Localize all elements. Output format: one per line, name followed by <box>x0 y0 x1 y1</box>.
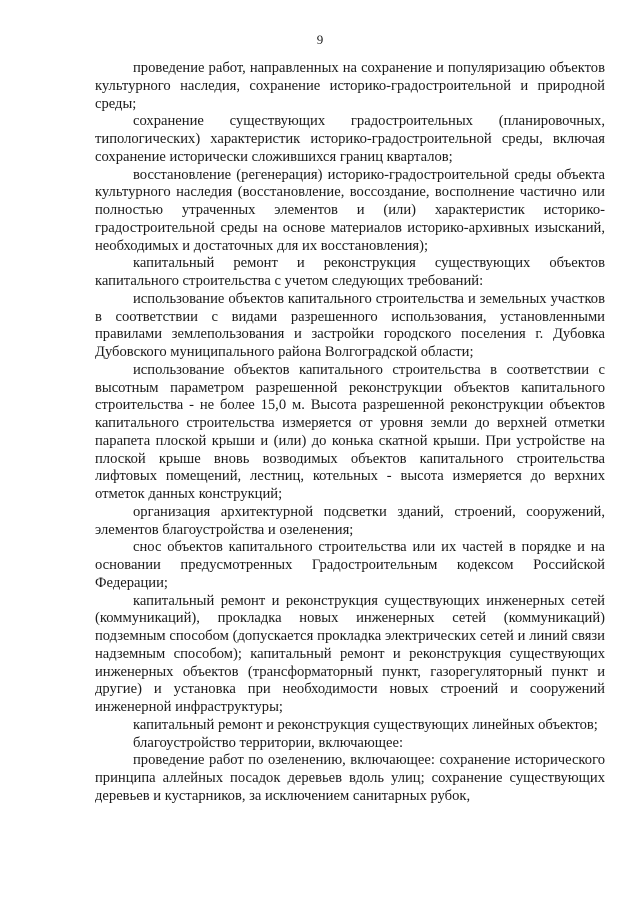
paragraph: снос объектов капитального строительства или их частей в порядке и на основании предусмотренных Градостроительным кодексом Российской Федерации; <box>95 539 605 591</box>
paragraph: использование объектов капитального строительства в соответствии с высотным параметром разрешенной реконструкции объектов капитального строительства - не более 15,0 м. Высота разрешенной реконструкции объектов капитального строительства измеряется от уровня земли до верхней отметки парапета плоской крыши и (или) до конька скатной крыши. При устройстве на плоской крыше вновь возводимых объектов капитального строительства лифтовых помещений, лестниц, котельных - высота измеряется до верхних отметок данных конструкций; <box>95 361 605 502</box>
paragraph: капитальный ремонт и реконструкция существующих инженерных сетей (коммуникаций), прокладка новых инженерных сетей (коммуникаций) подземным способом (допускается прокладка электрических сетей и линий связи надземным способом); капитальный ремонт и реконструкция существующих инженерных объектов (трансформаторный пункт, газорегуляторный пункт и другие) и установка при необходимости новых строений и сооружений инженерной инфраструктуры; <box>95 592 605 715</box>
paragraph: использование объектов капитального строительства и земельных участков в соответствии с видами разрешенного использования, установленными правилами землепользования и застройки городского поселения г. Дубовка Дубовского муниципального района Волгоградской области; <box>95 290 605 360</box>
paragraph: капитальный ремонт и реконструкция существующих линейных объектов; <box>133 716 598 733</box>
paragraph: восстановление (регенерация) историко-градостроительной среды объекта культурного наследия (восстановление, воссоздание, восполнение частично или полностью утраченных элементов и (или) характеристик историко-градостроительной среды на основе материалов историко-архивных изысканий, необходимых и достаточных для их восстановления); <box>95 166 605 254</box>
paragraph: проведение работ по озеленению, включающее: сохранение исторического принципа аллейных посадок деревьев вдоль улиц; сохранение существующих деревьев и кустарников, за исключением санитарных рубок, <box>95 752 605 804</box>
paragraph: проведение работ, направленных на сохранение и популяризацию объектов культурного наследия, сохранение историко-градостроительной и природной среды; <box>95 60 605 112</box>
paragraph: благоустройство территории, включающее: <box>133 734 404 751</box>
paragraph: сохранение существующих градостроительных (планировочных, типологических) характеристик историко-градостроительной среды, включая сохранение исторически сложившихся границ кварталов; <box>95 113 605 165</box>
document-body <box>95 60 605 806</box>
paragraph: организация архитектурной подсветки зданий, строений, сооружений, элементов благоустройства и озеленения; <box>95 503 605 538</box>
paragraph: капитальный ремонт и реконструкция существующих объектов капитального строительства с учетом следующих требований: <box>95 255 605 289</box>
page-number: 9 <box>316 32 324 47</box>
